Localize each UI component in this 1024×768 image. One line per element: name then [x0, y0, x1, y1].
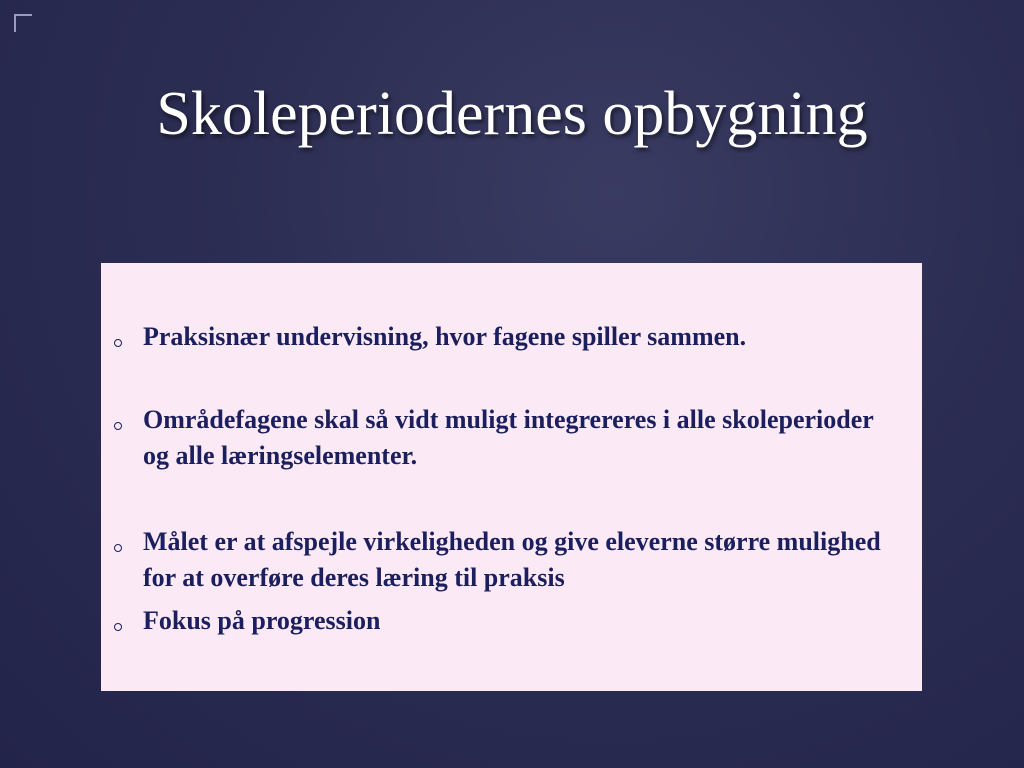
- content-box: [101, 263, 922, 691]
- bullet-text: Målet er at afspejle virkeligheden og give eleverne større mulighed for at overføre deres læring til praksis: [143, 527, 881, 592]
- bullet-text: Områdefagene skal så vidt muligt integrereres i alle skoleperioder og alle læringselementer.: [143, 405, 874, 470]
- circle-bullet-icon: [114, 339, 122, 347]
- circle-bullet-icon: [114, 623, 122, 631]
- list-item: [101, 319, 901, 355]
- list-item: [101, 603, 901, 639]
- circle-bullet-icon: [114, 422, 122, 430]
- bullet-text: Praksisnær undervisning, hvor fagene spiller sammen.: [143, 322, 747, 351]
- list-item: [101, 402, 901, 474]
- slide-title: Skoleperiodernes opbygning: [156, 80, 868, 148]
- circle-bullet-icon: [114, 544, 122, 552]
- list-item: [101, 524, 901, 596]
- corner-bracket-decoration: [14, 14, 32, 32]
- bullet-text: Fokus på progression: [143, 606, 381, 635]
